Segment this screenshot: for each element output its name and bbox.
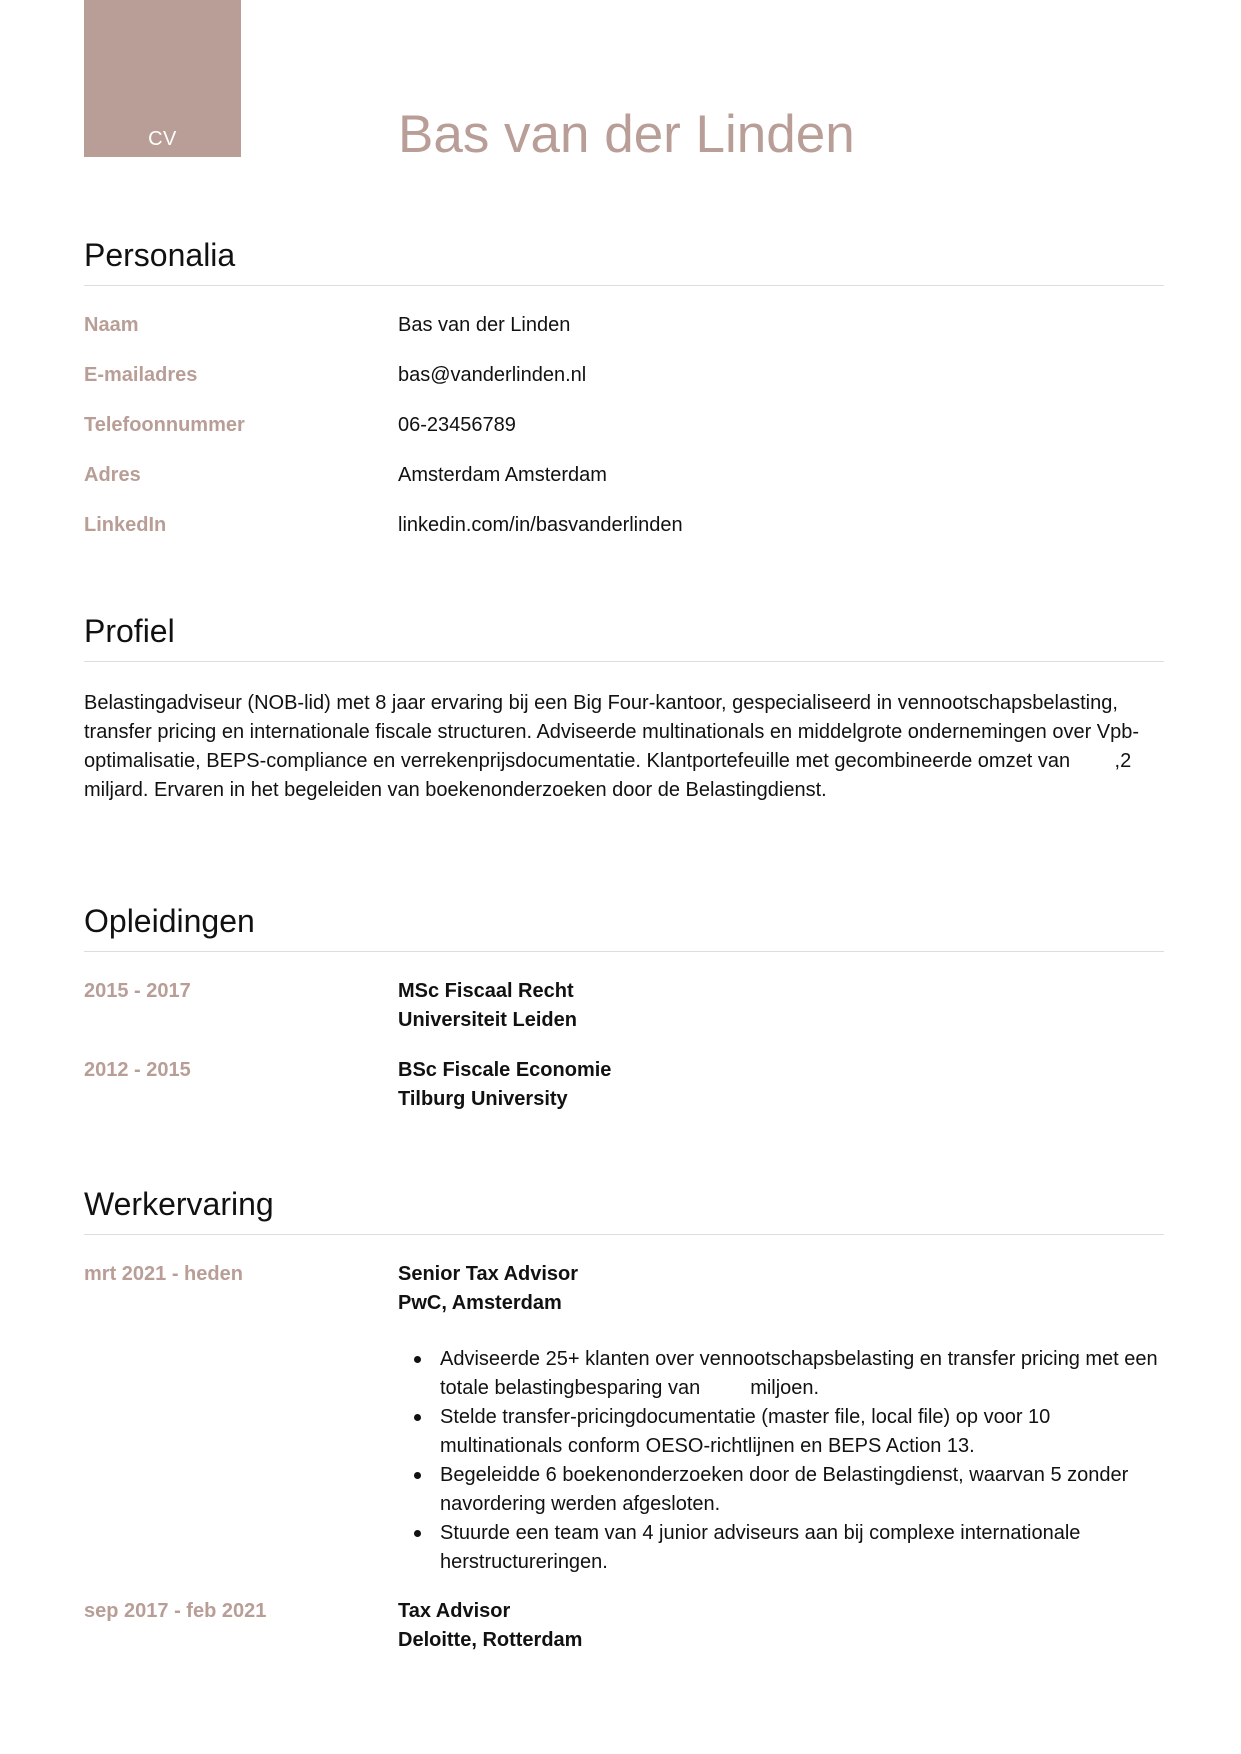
field-row-email: [84, 361, 1164, 411]
candidate-name: Bas van der Linden: [398, 105, 855, 164]
field-label: LinkedIn: [84, 514, 167, 537]
entry-title: BSc Fiscale Economie: [398, 1059, 612, 1082]
address-value: Amsterdam Amsterdam: [398, 464, 607, 487]
cv-label: CV: [148, 128, 177, 150]
bullet-icon: [414, 1356, 421, 1363]
field-row-phone: [84, 411, 1164, 461]
linkedin-link[interactable]: linkedin.com/in/basvanderlinden: [398, 514, 683, 537]
list-item: [398, 1519, 1163, 1577]
opleidingen-section: [84, 902, 1164, 1135]
bullet-text: Adviseerde 25+ klanten over vennootschapsbelasting en transfer pricing met een totale belastingbesparing van miljoen.: [440, 1348, 1164, 1400]
bullet-text: Stuurde een team van 4 junior adviseurs aan bij complexe internationale herstructureringen.: [440, 1522, 1081, 1574]
experience-entry: [84, 1260, 1164, 1597]
field-row-address: [84, 461, 1164, 511]
profiel-section: [84, 612, 1164, 805]
bullet-icon: [414, 1472, 421, 1479]
entry-details: [398, 977, 577, 1035]
experience-entry: [84, 1597, 1164, 1655]
education-entry: [84, 1056, 1164, 1135]
field-row-linkedin: [84, 511, 1164, 561]
entry-details: [398, 1056, 611, 1114]
entry-details: [398, 1260, 1163, 1577]
field-value: Bas van der Linden: [398, 314, 571, 337]
entry-institution: Tilburg University: [398, 1088, 568, 1111]
field-label: Telefoonnummer: [84, 414, 245, 437]
list-item: [398, 1345, 1163, 1403]
entry-period: sep 2017 - feb 2021: [84, 1600, 267, 1623]
werkervaring-section: [84, 1185, 1164, 1655]
section-heading: Opleidingen: [84, 902, 1164, 952]
education-entry: [84, 977, 1164, 1056]
field-label: E-mailadres: [84, 364, 198, 387]
entry-period: 2012 - 2015: [84, 1059, 191, 1082]
experience-list: [84, 1235, 1164, 1655]
job-company: PwC, Amsterdam: [398, 1292, 562, 1315]
field-row-name: [84, 311, 1164, 361]
field-label: Adres: [84, 464, 141, 487]
personalia-fields: [84, 286, 1164, 561]
personalia-section: [84, 236, 1164, 561]
bullet-icon: [414, 1530, 421, 1537]
job-title: Tax Advisor: [398, 1600, 511, 1623]
section-heading: Personalia: [84, 236, 1164, 286]
bullet-icon: [414, 1414, 421, 1421]
education-list: [84, 952, 1164, 1135]
entry-details: [398, 1597, 582, 1655]
entry-period: mrt 2021 - heden: [84, 1263, 243, 1286]
section-heading: Profiel: [84, 612, 1164, 662]
profile-text: Belastingadviseur (NOB-lid) met 8 jaar ervaring bij een Big Four-kantoor, gespecialiseerd in vennootschapsbelasting, transfer pricing en internationale fiscale structuren. Adviseerde multinationals en middelgrote ondernemingen over Vpb-optimalisatie, BEPS-compliance en verrekenprijsdocumentatie. Klantportefeuille met gecombineerde omzet van ,2 miljard. Ervaren in het begeleiden van boekenonderzoeken door de Belastingdienst.: [84, 692, 1140, 802]
bullet-text: Begeleidde 6 boekenonderzoeken door de Belastingdienst, waarvan 5 zonder navordering werden afgesloten.: [440, 1464, 1129, 1516]
job-title: Senior Tax Advisor: [398, 1263, 579, 1286]
cv-badge: [84, 0, 241, 157]
achievements-list: [398, 1345, 1163, 1577]
entry-period: 2015 - 2017: [84, 980, 191, 1003]
entry-title: MSc Fiscaal Recht: [398, 980, 574, 1003]
entry-institution: Universiteit Leiden: [398, 1009, 577, 1032]
field-label: Naam: [84, 314, 139, 337]
email-value[interactable]: bas@vanderlinden.nl: [398, 364, 587, 387]
job-company: Deloitte, Rotterdam: [398, 1629, 583, 1652]
list-item: [398, 1403, 1163, 1461]
list-item: [398, 1461, 1163, 1519]
phone-value: 06-23456789: [398, 414, 516, 437]
bullet-text: Stelde transfer-pricingdocumentatie (master file, local file) op voor 10 multinationals conform OESO-richtlijnen en BEPS Action 13.: [440, 1406, 1051, 1458]
section-heading: Werkervaring: [84, 1185, 1164, 1235]
